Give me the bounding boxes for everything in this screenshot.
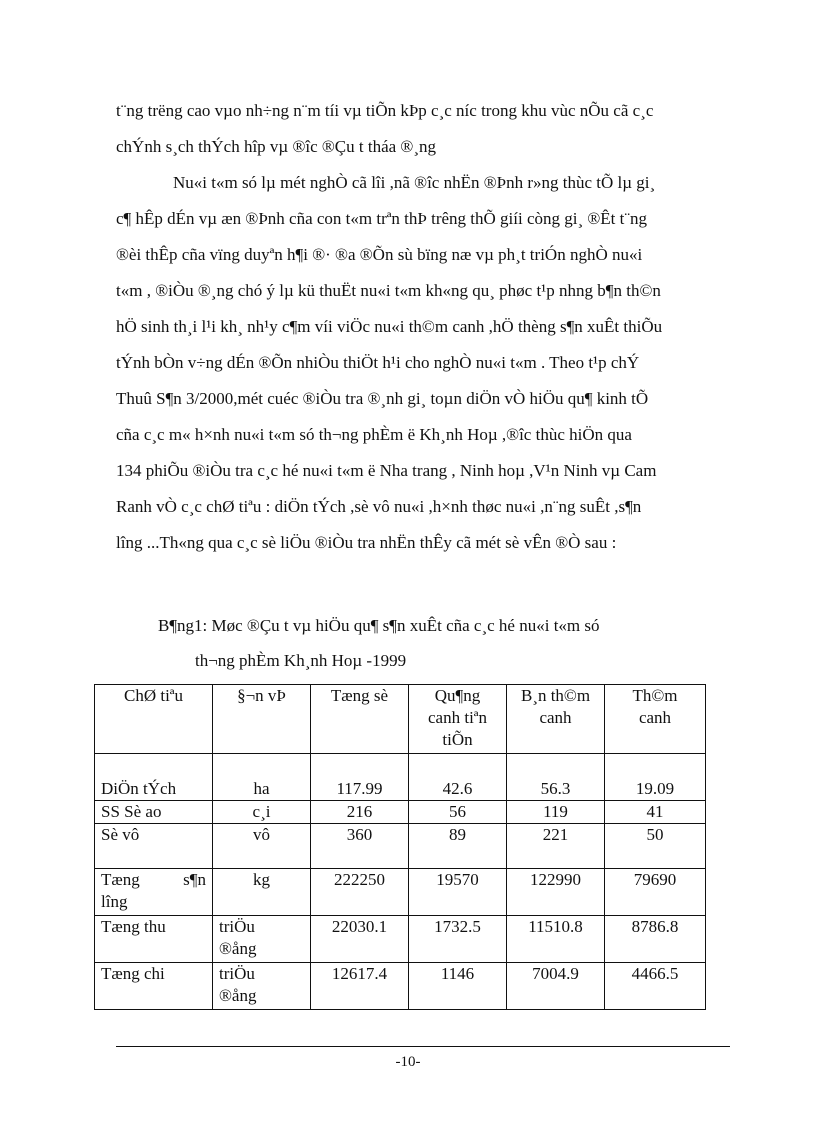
row-unit: vô [213, 824, 311, 869]
row-value-improved-extensive: 89 [409, 824, 507, 869]
paragraph-line-9: Thuû S¶n 3/2000,mét cuéc ®iÒu tra ®¸nh gi¸ toµn diÖn vÒ hiÖu qu¶ kinh tÕ [116, 389, 649, 408]
row-value-semi-intensive: 7004.9 [507, 963, 605, 1010]
table-row [95, 754, 706, 801]
paragraph-line-6: t«m , ®iÒu ®¸ng chó ý lµ kü thuËt nu«i t«m kh«ng qu¸ phøc t¹p nhng b¶n th©n [116, 281, 661, 300]
row-value-total: 216 [311, 801, 409, 824]
paragraph-line-2: chÝnh s¸ch thÝch hîp vµ ®îc ®Çu t tháa ®¸ng [116, 137, 437, 156]
row-value-intensive: 79690 [605, 869, 706, 916]
row-unit: ha [213, 754, 311, 801]
row-value-intensive: 19.09 [605, 754, 706, 801]
paragraph-line-11: 134 phiÕu ®iÒu tra c¸c hé nu«i t«m ë Nha trang , Ninh hoµ ,V¹n Ninh vµ Cam [116, 461, 657, 480]
investment-efficiency-table [94, 684, 706, 1010]
row-unit: c¸i [213, 801, 311, 824]
row-label: Sè vô [95, 824, 213, 869]
paragraph-line-10: cña c¸c m« h×nh nu«i t«m só th¬ng phÈm ë Kh¸nh Hoµ ,®îc thùc hiÖn qua [116, 425, 632, 444]
row-unit: triÖu ®ång [213, 916, 311, 963]
header-cell-unit: §¬n vÞ [213, 685, 311, 754]
row-value-intensive: 41 [605, 801, 706, 824]
table-caption-line-1: B¶ng1: Møc ®Çu t vµ hiÖu qu¶ s¶n xuÊt cña c¸c hé nu«i t«m só [158, 616, 600, 635]
row-value-improved-extensive: 42.6 [409, 754, 507, 801]
row-value-semi-intensive: 119 [507, 801, 605, 824]
row-value-total: 360 [311, 824, 409, 869]
paragraph-line-1: t¨ng trëng cao vµo nh÷ng n¨m tíi vµ tiÕn kÞp c¸c níc trong khu vùc nÕu cã c¸c [116, 101, 654, 120]
row-unit: kg [213, 869, 311, 916]
row-label: Tæng s¶n lîng [95, 869, 213, 916]
header-cell-semi-intensive: B¸n th©m canh [507, 685, 605, 754]
row-value-total: 222250 [311, 869, 409, 916]
paragraph-line-13: lîng ...Th«ng qua c¸c sè liÖu ®iÒu tra nhËn thÊy cã mét sè vÊn ®Ò sau : [116, 533, 617, 552]
row-value-intensive: 4466.5 [605, 963, 706, 1010]
row-label: Tæng thu [95, 916, 213, 963]
table-row [95, 869, 706, 916]
paragraph-line-12: Ranh vÒ c¸c chØ tiªu : diÖn tÝch ,sè vô nu«i ,h×nh thøc nu«i ,n¨ng suÊt ,s¶n [116, 497, 642, 516]
row-unit: triÖu ®ång [213, 963, 311, 1010]
table-row [95, 916, 706, 963]
table-header-row [95, 685, 706, 754]
row-value-intensive: 50 [605, 824, 706, 869]
row-value-total: 22030.1 [311, 916, 409, 963]
row-value-improved-extensive: 1146 [409, 963, 507, 1010]
row-value-semi-intensive: 11510.8 [507, 916, 605, 963]
row-value-total: 12617.4 [311, 963, 409, 1010]
row-value-improved-extensive: 19570 [409, 869, 507, 916]
row-value-semi-intensive: 221 [507, 824, 605, 869]
paragraph-line-8: tÝnh bÒn v÷ng dÉn ®Õn nhiÒu thiÖt h¹i cho nghÒ nu«i t«m . Theo t¹p chÝ [116, 353, 640, 372]
row-label: Tæng chi [95, 963, 213, 1010]
table-row [95, 824, 706, 869]
header-cell-total: Tæng sè [311, 685, 409, 754]
header-cell-intensive: Th©m canh [605, 685, 706, 754]
row-value-improved-extensive: 56 [409, 801, 507, 824]
row-value-semi-intensive: 122990 [507, 869, 605, 916]
row-value-improved-extensive: 1732.5 [409, 916, 507, 963]
header-cell-indicator: ChØ tiªu [95, 685, 213, 754]
footer-divider [116, 1046, 730, 1047]
row-value-semi-intensive: 56.3 [507, 754, 605, 801]
paragraph-line-4: c¶ hÊp dÉn vµ æn ®Þnh cña con t«m trªn thÞ trêng thÕ giíi còng gi¸ ®Êt t¨ng [116, 209, 648, 228]
page-number: -10- [395, 1054, 421, 1070]
table-row [95, 963, 706, 1010]
table-row [95, 801, 706, 824]
row-label: SS Sè ao [95, 801, 213, 824]
paragraph-line-5: ®èi thÊp cña vïng duyªn h¶i ®· ®a ®Õn sù bïng næ vµ ph¸t triÓn nghÒ nu«i [116, 245, 643, 264]
paragraph-line-7: hÖ sinh th¸i l¹i kh¸ nh¹y c¶m víi viÖc nu«i th©m canh ,hÖ thèng s¶n xuÊt thiÕu [116, 317, 663, 336]
row-value-intensive: 8786.8 [605, 916, 706, 963]
row-label: DiÖn tÝch [95, 754, 213, 801]
paragraph-line-3: Nu«i t«m só lµ mét nghÒ cã lîi ,nã ®îc nhËn ®Þnh r»ng thùc tÕ lµ gi¸ [173, 173, 656, 192]
row-value-total: 117.99 [311, 754, 409, 801]
table-caption-line-2: th¬ng phÈm Kh¸nh Hoµ -1999 [195, 651, 407, 670]
header-cell-improved-extensive: Qu¶ng canh tiªn tiÕn [409, 685, 507, 754]
